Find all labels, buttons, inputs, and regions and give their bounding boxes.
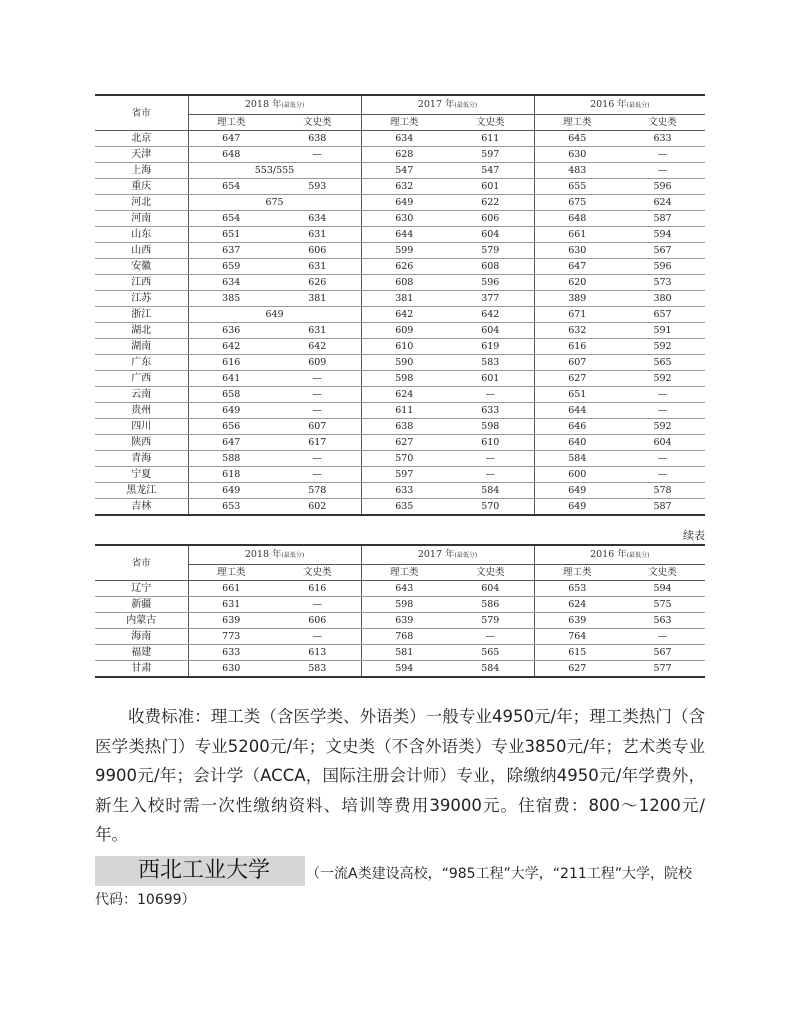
- liberal-arts-score-cell: 604: [447, 323, 534, 339]
- liberal-arts-score-cell: 592: [620, 371, 705, 387]
- liberal-arts-score-cell: 606: [274, 243, 361, 259]
- liberal-arts-score-cell: 577: [620, 661, 705, 678]
- science-score-cell: 611: [361, 403, 447, 419]
- liberal-arts-score-cell: 597: [447, 147, 534, 163]
- score-cell-merged: 675: [188, 195, 361, 211]
- liberal-arts-score-cell: 567: [620, 243, 705, 259]
- province-cell: 河北: [95, 195, 188, 211]
- liberal-arts-score-cell: 608: [447, 259, 534, 275]
- science-score-cell: 627: [361, 435, 447, 451]
- science-score-cell: 597: [361, 467, 447, 483]
- science-score-cell: 599: [361, 243, 447, 259]
- liberal-arts-score-cell: 584: [447, 483, 534, 499]
- liberal-arts-header: 文史类: [447, 565, 534, 581]
- liberal-arts-score-cell: 626: [274, 275, 361, 291]
- science-score-cell: 651: [534, 387, 620, 403]
- table-row: [95, 259, 705, 275]
- admission-scores-table-continued: [95, 544, 705, 678]
- science-header: 理工类: [188, 115, 274, 131]
- science-score-cell: 648: [188, 147, 274, 163]
- liberal-arts-score-cell: 587: [620, 211, 705, 227]
- science-score-cell: 610: [361, 339, 447, 355]
- science-score-cell: 644: [361, 227, 447, 243]
- liberal-arts-score-cell: 601: [447, 179, 534, 195]
- table-row: [95, 435, 705, 451]
- province-cell: 甘肃: [95, 661, 188, 678]
- liberal-arts-score-cell: 579: [447, 243, 534, 259]
- liberal-arts-score-cell: —: [447, 387, 534, 403]
- liberal-arts-score-cell: 583: [447, 355, 534, 371]
- liberal-arts-score-cell: 586: [447, 597, 534, 613]
- science-score-cell: 627: [534, 661, 620, 678]
- science-score-cell: 600: [534, 467, 620, 483]
- year-header-2017: 2017 年(最低分): [361, 95, 534, 115]
- liberal-arts-score-cell: 638: [274, 131, 361, 147]
- science-score-cell: 609: [361, 323, 447, 339]
- liberal-arts-score-cell: —: [274, 403, 361, 419]
- liberal-arts-score-cell: 591: [620, 323, 705, 339]
- liberal-arts-score-cell: —: [620, 451, 705, 467]
- province-cell: 山西: [95, 243, 188, 259]
- science-score-cell: 594: [361, 661, 447, 678]
- science-score-cell: 631: [188, 597, 274, 613]
- province-cell: 吉林: [95, 499, 188, 516]
- science-score-cell: 634: [361, 131, 447, 147]
- science-score-cell: 768: [361, 629, 447, 645]
- liberal-arts-score-cell: 624: [620, 195, 705, 211]
- science-header: 理工类: [361, 565, 447, 581]
- science-score-cell: 633: [188, 645, 274, 661]
- province-header: 省市: [95, 95, 188, 131]
- science-score-cell: 649: [534, 499, 620, 516]
- liberal-arts-score-cell: —: [620, 403, 705, 419]
- province-cell: 山东: [95, 227, 188, 243]
- science-score-cell: 675: [534, 195, 620, 211]
- table-row: [95, 275, 705, 291]
- table-row: [95, 211, 705, 227]
- university-note: （一流A类建设高校，“985工程”大学，“211工程”大学，院校代码：10699）: [95, 866, 693, 908]
- science-score-cell: 649: [188, 483, 274, 499]
- science-score-cell: 661: [188, 581, 274, 597]
- science-score-cell: 633: [361, 483, 447, 499]
- table-row: [95, 195, 705, 211]
- province-cell: 福建: [95, 645, 188, 661]
- liberal-arts-score-cell: —: [274, 467, 361, 483]
- province-cell: 广西: [95, 371, 188, 387]
- science-score-cell: 632: [361, 179, 447, 195]
- liberal-arts-score-cell: 567: [620, 645, 705, 661]
- science-score-cell: 640: [534, 435, 620, 451]
- liberal-arts-score-cell: —: [274, 451, 361, 467]
- science-score-cell: 632: [534, 323, 620, 339]
- liberal-arts-score-cell: 616: [274, 581, 361, 597]
- table-row: [95, 483, 705, 499]
- province-cell: 北京: [95, 131, 188, 147]
- liberal-arts-score-cell: 604: [447, 227, 534, 243]
- score-cell-merged: 649: [188, 307, 361, 323]
- science-score-cell: 636: [188, 323, 274, 339]
- province-cell: 四川: [95, 419, 188, 435]
- province-cell: 贵州: [95, 403, 188, 419]
- liberal-arts-score-cell: 380: [620, 291, 705, 307]
- science-score-cell: 655: [534, 179, 620, 195]
- liberal-arts-score-cell: 607: [274, 419, 361, 435]
- science-score-cell: 630: [188, 661, 274, 678]
- province-cell: 黑龙江: [95, 483, 188, 499]
- province-cell: 宁夏: [95, 467, 188, 483]
- liberal-arts-score-cell: 578: [620, 483, 705, 499]
- liberal-arts-score-cell: 578: [274, 483, 361, 499]
- science-score-cell: 620: [534, 275, 620, 291]
- continuation-label: 续表: [683, 529, 705, 542]
- science-score-cell: 584: [534, 451, 620, 467]
- table-row: [95, 581, 705, 597]
- liberal-arts-score-cell: —: [274, 147, 361, 163]
- science-header: 理工类: [361, 115, 447, 131]
- province-cell: 广东: [95, 355, 188, 371]
- liberal-arts-score-cell: 563: [620, 613, 705, 629]
- liberal-arts-score-cell: —: [447, 629, 534, 645]
- table-row: [95, 243, 705, 259]
- science-score-cell: 656: [188, 419, 274, 435]
- liberal-arts-score-cell: 583: [274, 661, 361, 678]
- science-score-cell: 624: [534, 597, 620, 613]
- province-cell: 天津: [95, 147, 188, 163]
- liberal-arts-score-cell: 565: [620, 355, 705, 371]
- science-score-cell: 588: [188, 451, 274, 467]
- science-score-cell: 630: [534, 243, 620, 259]
- science-score-cell: 643: [361, 581, 447, 597]
- liberal-arts-score-cell: 570: [447, 499, 534, 516]
- liberal-arts-score-cell: 609: [274, 355, 361, 371]
- science-score-cell: 607: [534, 355, 620, 371]
- province-header: 省市: [95, 545, 188, 581]
- table-row: [95, 227, 705, 243]
- science-header: 理工类: [188, 565, 274, 581]
- liberal-arts-score-cell: 633: [447, 403, 534, 419]
- table-row: [95, 451, 705, 467]
- province-cell: 上海: [95, 163, 188, 179]
- liberal-arts-score-cell: —: [620, 387, 705, 403]
- science-score-cell: 653: [534, 581, 620, 597]
- liberal-arts-score-cell: 619: [447, 339, 534, 355]
- liberal-arts-score-cell: —: [620, 629, 705, 645]
- university-name: 西北工业大学: [138, 858, 271, 883]
- admission-scores-table: [95, 94, 705, 516]
- science-score-cell: 649: [361, 195, 447, 211]
- province-cell: 安徽: [95, 259, 188, 275]
- liberal-arts-score-cell: 602: [274, 499, 361, 516]
- liberal-arts-score-cell: —: [620, 147, 705, 163]
- liberal-arts-score-cell: 377: [447, 291, 534, 307]
- science-score-cell: 649: [188, 403, 274, 419]
- liberal-arts-score-cell: 575: [620, 597, 705, 613]
- liberal-arts-score-cell: 611: [447, 131, 534, 147]
- province-cell: 湖南: [95, 339, 188, 355]
- liberal-arts-score-cell: —: [274, 629, 361, 645]
- liberal-arts-score-cell: 631: [274, 323, 361, 339]
- liberal-arts-score-cell: 631: [274, 227, 361, 243]
- science-score-cell: 653: [188, 499, 274, 516]
- liberal-arts-score-cell: 592: [620, 419, 705, 435]
- fees-paragraph: 收费标准：理工类（含医学类、外语类）一般专业4950元/年；理工类热门（含医学类热门）专业5200元/年；文史类（不含外语类）专业3850元/年；艺术类专业9900元/年；会计学（ACCA，国际注册会计师）专业，除缴纳4950元/年学费外，新生入校时需一次性缴纳资料、培训等费用39000元。住宿费：800～1200元/年。: [95, 707, 705, 844]
- liberal-arts-header: 文史类: [447, 115, 534, 131]
- table-row: [95, 467, 705, 483]
- year-header-2018: 2018 年(最低分): [188, 545, 361, 565]
- liberal-arts-header: 文史类: [620, 565, 705, 581]
- science-score-cell: 630: [534, 147, 620, 163]
- science-score-cell: 645: [534, 131, 620, 147]
- table-row: [95, 499, 705, 516]
- science-score-cell: 590: [361, 355, 447, 371]
- science-score-cell: 639: [188, 613, 274, 629]
- table-row: [95, 323, 705, 339]
- science-score-cell: 624: [361, 387, 447, 403]
- score-cell-merged: 553/555: [188, 163, 361, 179]
- liberal-arts-score-cell: 579: [447, 613, 534, 629]
- table-row: [95, 419, 705, 435]
- table-row: [95, 597, 705, 613]
- science-score-cell: 570: [361, 451, 447, 467]
- science-score-cell: 634: [188, 275, 274, 291]
- liberal-arts-score-cell: —: [274, 597, 361, 613]
- liberal-arts-score-cell: 598: [447, 419, 534, 435]
- science-score-cell: 385: [188, 291, 274, 307]
- table-row: [95, 645, 705, 661]
- science-score-cell: 616: [188, 355, 274, 371]
- table-row: [95, 613, 705, 629]
- province-cell: 新疆: [95, 597, 188, 613]
- liberal-arts-score-cell: 565: [447, 645, 534, 661]
- science-score-cell: 641: [188, 371, 274, 387]
- year-header-2018: 2018 年(最低分): [188, 95, 361, 115]
- science-score-cell: 630: [361, 211, 447, 227]
- liberal-arts-score-cell: 592: [620, 339, 705, 355]
- province-cell: 重庆: [95, 179, 188, 195]
- year-header-2016: 2016 年(最低分): [534, 95, 705, 115]
- science-score-cell: 628: [361, 147, 447, 163]
- liberal-arts-header: 文史类: [274, 115, 361, 131]
- science-score-cell: 658: [188, 387, 274, 403]
- science-score-cell: 639: [534, 613, 620, 629]
- liberal-arts-score-cell: 587: [620, 499, 705, 516]
- liberal-arts-score-cell: 594: [620, 227, 705, 243]
- province-cell: 海南: [95, 629, 188, 645]
- liberal-arts-score-cell: 601: [447, 371, 534, 387]
- liberal-arts-score-cell: 593: [274, 179, 361, 195]
- science-score-cell: 638: [361, 419, 447, 435]
- liberal-arts-score-cell: 631: [274, 259, 361, 275]
- liberal-arts-score-cell: 604: [447, 581, 534, 597]
- science-score-cell: 598: [361, 597, 447, 613]
- science-score-cell: 764: [534, 629, 620, 645]
- liberal-arts-score-cell: 584: [447, 661, 534, 678]
- province-cell: 浙江: [95, 307, 188, 323]
- liberal-arts-score-cell: —: [447, 467, 534, 483]
- table-row: [95, 387, 705, 403]
- liberal-arts-score-cell: —: [620, 163, 705, 179]
- science-score-cell: 659: [188, 259, 274, 275]
- science-score-cell: 646: [534, 419, 620, 435]
- table-row: [95, 131, 705, 147]
- admission-scores-table-body: [95, 95, 705, 515]
- table-row: [95, 661, 705, 678]
- province-cell: 江苏: [95, 291, 188, 307]
- province-cell: 湖北: [95, 323, 188, 339]
- province-cell: 陕西: [95, 435, 188, 451]
- liberal-arts-score-cell: —: [274, 387, 361, 403]
- science-score-cell: 483: [534, 163, 620, 179]
- liberal-arts-score-cell: 606: [274, 613, 361, 629]
- science-score-cell: 654: [188, 211, 274, 227]
- science-score-cell: 648: [534, 211, 620, 227]
- liberal-arts-score-cell: 573: [620, 275, 705, 291]
- liberal-arts-score-cell: 596: [620, 179, 705, 195]
- province-cell: 辽宁: [95, 581, 188, 597]
- liberal-arts-score-cell: —: [447, 451, 534, 467]
- table-row: [95, 355, 705, 371]
- liberal-arts-score-cell: 606: [447, 211, 534, 227]
- science-score-cell: 647: [188, 435, 274, 451]
- table-row: [95, 629, 705, 645]
- science-score-cell: 598: [361, 371, 447, 387]
- liberal-arts-score-cell: 642: [274, 339, 361, 355]
- province-cell: 内蒙古: [95, 613, 188, 629]
- year-header-2017: 2017 年(最低分): [361, 545, 534, 565]
- science-score-cell: 618: [188, 467, 274, 483]
- liberal-arts-score-cell: 657: [620, 307, 705, 323]
- science-score-cell: 608: [361, 275, 447, 291]
- science-score-cell: 671: [534, 307, 620, 323]
- science-score-cell: 615: [534, 645, 620, 661]
- liberal-arts-header: 文史类: [274, 565, 361, 581]
- science-score-cell: 642: [188, 339, 274, 355]
- liberal-arts-score-cell: 622: [447, 195, 534, 211]
- liberal-arts-score-cell: 596: [447, 275, 534, 291]
- science-score-cell: 644: [534, 403, 620, 419]
- science-score-cell: 626: [361, 259, 447, 275]
- table-row: [95, 147, 705, 163]
- liberal-arts-score-cell: 634: [274, 211, 361, 227]
- liberal-arts-score-cell: 381: [274, 291, 361, 307]
- table-row: [95, 371, 705, 387]
- province-cell: 河南: [95, 211, 188, 227]
- science-score-cell: 581: [361, 645, 447, 661]
- science-header: 理工类: [534, 565, 620, 581]
- science-score-cell: 654: [188, 179, 274, 195]
- liberal-arts-score-cell: 613: [274, 645, 361, 661]
- science-score-cell: 647: [188, 131, 274, 147]
- science-score-cell: 635: [361, 499, 447, 516]
- science-score-cell: 639: [361, 613, 447, 629]
- science-score-cell: 651: [188, 227, 274, 243]
- science-score-cell: 637: [188, 243, 274, 259]
- science-score-cell: 381: [361, 291, 447, 307]
- liberal-arts-score-cell: 596: [620, 259, 705, 275]
- science-score-cell: 773: [188, 629, 274, 645]
- province-cell: 江西: [95, 275, 188, 291]
- table-row: [95, 403, 705, 419]
- science-score-cell: 642: [361, 307, 447, 323]
- science-score-cell: 627: [534, 371, 620, 387]
- province-cell: 青海: [95, 451, 188, 467]
- liberal-arts-score-cell: —: [274, 371, 361, 387]
- science-score-cell: 649: [534, 483, 620, 499]
- science-score-cell: 616: [534, 339, 620, 355]
- table-row: [95, 179, 705, 195]
- science-score-cell: 547: [361, 163, 447, 179]
- liberal-arts-score-cell: 617: [274, 435, 361, 451]
- science-header: 理工类: [534, 115, 620, 131]
- table-row: [95, 163, 705, 179]
- science-score-cell: 389: [534, 291, 620, 307]
- liberal-arts-header: 文史类: [620, 115, 705, 131]
- science-score-cell: 647: [534, 259, 620, 275]
- liberal-arts-score-cell: 604: [620, 435, 705, 451]
- liberal-arts-score-cell: 642: [447, 307, 534, 323]
- liberal-arts-score-cell: 594: [620, 581, 705, 597]
- liberal-arts-score-cell: 633: [620, 131, 705, 147]
- province-cell: 云南: [95, 387, 188, 403]
- liberal-arts-score-cell: 610: [447, 435, 534, 451]
- science-score-cell: 661: [534, 227, 620, 243]
- liberal-arts-score-cell: —: [620, 467, 705, 483]
- table-row: [95, 291, 705, 307]
- liberal-arts-score-cell: 547: [447, 163, 534, 179]
- admission-scores-table-continued-body: [95, 545, 705, 677]
- table-row: [95, 307, 705, 323]
- table-row: [95, 339, 705, 355]
- year-header-2016: 2016 年(最低分): [534, 545, 705, 565]
